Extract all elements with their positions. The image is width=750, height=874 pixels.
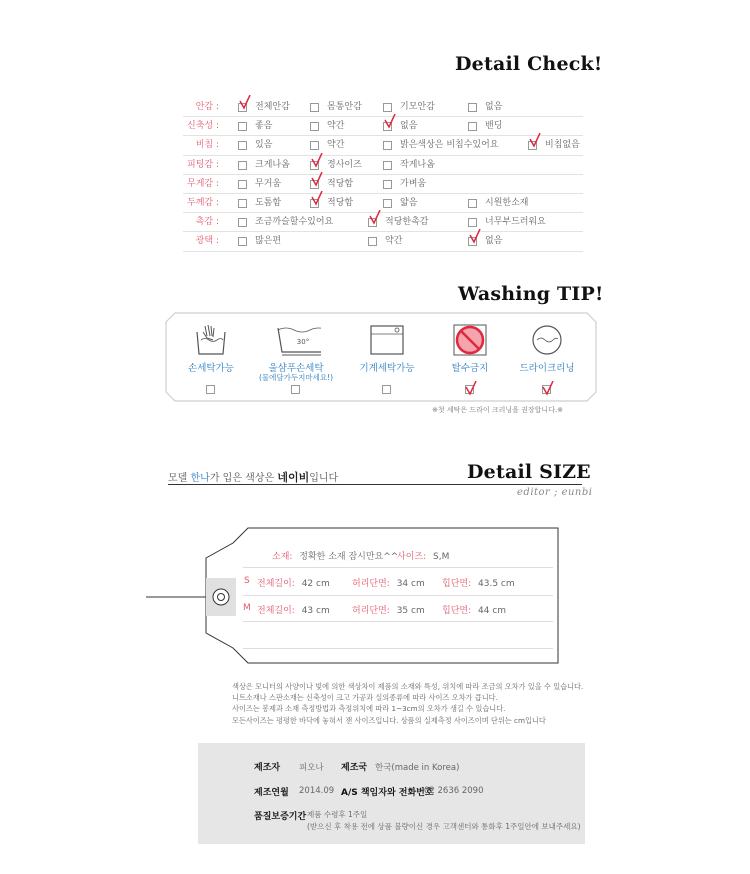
hip <box>442 576 515 589</box>
check-option-label: 너무부드러워요 <box>485 217 546 228</box>
model-info <box>168 469 338 485</box>
wash-checkbox[interactable] <box>206 385 215 394</box>
wash-label: 기계세탁가능 <box>359 363 415 374</box>
size-letter: S <box>244 576 250 586</box>
editor-credit: editor ; eunbi <box>517 487 593 498</box>
maker-label: 제조자 <box>254 763 281 773</box>
checkbox[interactable] <box>238 122 247 131</box>
wash-item-hand <box>171 324 251 398</box>
check-option-label: 도톰함 <box>255 197 282 208</box>
waist <box>352 603 425 616</box>
warranty-label: 품질보증기간 <box>254 812 307 822</box>
material-label: 소재: <box>272 552 293 562</box>
divider <box>168 484 582 485</box>
check-option-label: 밝은색상은 비침수있어요 <box>400 140 499 151</box>
check-mark-icon <box>311 172 323 187</box>
check-option-label: 정사이즈 <box>327 159 362 170</box>
check-row <box>183 117 583 136</box>
waist-value: 35 cm <box>396 606 425 616</box>
check-option-label: 많은편 <box>255 236 282 247</box>
check-option-label: 적당한촉감 <box>385 217 429 228</box>
tag-divider <box>243 595 553 596</box>
wash-item-gentle <box>256 324 336 398</box>
wash-label: 탈수금지 <box>451 363 489 374</box>
check-option-label: 약간 <box>327 140 345 151</box>
total-length <box>257 603 330 616</box>
waist <box>352 576 425 589</box>
check-option-label: 크게나옴 <box>255 159 290 170</box>
as-label: A/S 책임자와 전화번호 <box>341 788 434 798</box>
check-row-label: 두께감 : <box>187 197 219 208</box>
check-option-label: 얇음 <box>400 197 418 208</box>
wash-checkbox[interactable] <box>291 385 300 394</box>
note-line: 색상은 모니터의 사양이나 빛에 의한 색상차이 제품의 소재와 특성, 위치에 따라 조금의 오차가 있을 수 있습니다. <box>232 682 584 691</box>
hip-label: 힙단면: <box>442 606 472 616</box>
check-mark-icon <box>384 114 396 129</box>
size-list-row <box>397 549 449 562</box>
check-mark-icon <box>469 229 481 244</box>
checkbox[interactable] <box>368 237 377 246</box>
size-notes <box>232 681 583 726</box>
model-name: 한나 <box>190 473 210 484</box>
washing-note: ※첫 세탁은 드라이 크리닝을 권장합니다.※ <box>432 406 564 414</box>
country-value: 한국(made in Korea) <box>375 763 460 773</box>
check-row <box>183 136 583 155</box>
check-option-label: 무거움 <box>255 178 282 189</box>
check-row <box>183 213 583 232</box>
wash-label: 울샴푸손세탁 <box>268 363 324 374</box>
hand-wash-icon <box>193 324 229 356</box>
check-option-label: 약간 <box>385 236 403 247</box>
check-row-label: 촉감 : <box>195 217 219 228</box>
check-row <box>183 232 583 251</box>
checkbox[interactable] <box>238 180 247 189</box>
check-mark-icon <box>465 381 477 396</box>
detail-size-title: Detail SIZE <box>467 461 591 483</box>
wash-label: 드라이크리닝 <box>519 363 575 374</box>
wash-sub-label: (물에담가두지마세요!) <box>258 373 334 382</box>
check-row-label: 안감 : <box>195 102 219 112</box>
size-list-label: 사이즈: <box>397 552 427 562</box>
check-mark-icon <box>311 153 323 168</box>
check-row <box>183 98 583 117</box>
checkbox[interactable] <box>383 180 392 189</box>
wash-item-machine <box>347 324 427 398</box>
note-line: 모든사이즈는 평평한 바닥에 놓혀서 잰 사이즈입니다. 상품의 실제측정 사이즈이며 단위는 cm입니다 <box>232 715 546 725</box>
check-row <box>183 156 583 175</box>
checkbox[interactable] <box>383 103 392 112</box>
no-spin-dry-icon <box>452 324 488 356</box>
check-row <box>183 175 583 194</box>
hip-label: 힙단면: <box>442 579 472 589</box>
country-label: 제조국 <box>341 763 368 773</box>
check-option-label: 비침없음 <box>545 140 580 151</box>
check-mark-icon <box>311 191 323 206</box>
check-row-label: 광택 : <box>195 236 219 247</box>
waist-label: 허리단면: <box>352 579 390 589</box>
date-value: 2014.09 <box>299 786 335 796</box>
gentle-wash-30-icon <box>267 324 321 356</box>
checkbox[interactable] <box>383 141 392 150</box>
as-value: 02 2636 2090 <box>424 786 484 796</box>
check-option-label: 전체안감 <box>255 102 290 112</box>
check-mark-icon <box>529 133 541 148</box>
hip-value: 43.5 cm <box>478 579 515 589</box>
checkbox[interactable] <box>310 141 319 150</box>
check-option-label: 약간 <box>327 121 345 132</box>
check-mark-icon <box>369 210 381 225</box>
checkbox[interactable] <box>383 161 392 170</box>
wash-label: 손세탁가능 <box>188 363 234 374</box>
check-option-label: 있음 <box>255 140 273 151</box>
hip <box>442 603 506 616</box>
checkbox[interactable] <box>238 199 247 208</box>
model-mid: 가 입은 색상은 <box>209 473 278 484</box>
check-option-label: 밴딩 <box>485 121 503 132</box>
check-option-label: 좋음 <box>255 121 273 132</box>
total-length-value: 42 cm <box>301 579 330 589</box>
waist-label: 허리단면: <box>352 606 390 616</box>
checkbox[interactable] <box>238 141 247 150</box>
wash-item-dry-clean <box>507 324 587 398</box>
detail-check-table <box>183 98 583 252</box>
tag-divider <box>243 567 553 568</box>
wash-temp-label: 30° <box>296 338 310 346</box>
size-letter: M <box>243 603 251 613</box>
check-mark-icon <box>239 95 251 110</box>
check-option-label: 적당함 <box>327 197 354 208</box>
total-length-label: 전체길이: <box>257 579 295 589</box>
check-row-label: 비침 : <box>195 140 219 151</box>
check-option-label: 없음 <box>400 121 418 132</box>
check-option-label: 시원한소재 <box>485 197 529 208</box>
size-list-value: S,M <box>433 552 450 562</box>
total-length <box>257 576 330 589</box>
check-row-label: 피팅감 : <box>187 159 219 170</box>
check-option-label: 없음 <box>485 102 503 112</box>
note-line: 니트소재나 스판소재는 신축성이 크고 가공과 실의종류에 따라 사이즈 오차가 큽니다. <box>232 693 498 703</box>
total-length-label: 전체길이: <box>257 606 295 616</box>
warranty-line: 제품 수령후 1주일 <box>307 810 368 819</box>
machine-wash-icon <box>369 324 405 356</box>
checkbox[interactable] <box>468 103 477 112</box>
check-option-label: 기모안감 <box>400 102 435 112</box>
checkbox[interactable] <box>310 122 319 131</box>
hip-value: 44 cm <box>478 606 507 616</box>
check-option-label: 조금까슬할수있어요 <box>255 217 334 228</box>
maker-info <box>198 743 585 844</box>
detail-check-title: Detail Check! <box>455 53 603 75</box>
material-value: 정확한 소재 잠시만요^^ <box>299 552 399 562</box>
checkbox[interactable] <box>310 103 319 112</box>
date-label: 제조연월 <box>254 788 289 798</box>
check-row-label: 신축성 : <box>187 121 219 132</box>
check-option-label: 작게나옴 <box>400 159 435 170</box>
tag-divider <box>243 621 553 622</box>
wash-checkbox[interactable] <box>382 385 391 394</box>
check-row <box>183 194 583 213</box>
checkbox[interactable] <box>468 199 477 208</box>
checkbox[interactable] <box>468 122 477 131</box>
model-suffix: 입니다 <box>309 473 339 484</box>
total-length-value: 43 cm <box>301 606 330 616</box>
washing-panel <box>165 310 595 400</box>
tag-divider <box>243 648 553 649</box>
waist-value: 34 cm <box>396 579 425 589</box>
check-option-label: 적당함 <box>327 178 354 189</box>
washing-tip-title: Washing TIP! <box>458 283 604 305</box>
model-prefix: 모델 <box>168 473 191 484</box>
check-option-label: 몸통안감 <box>327 102 362 112</box>
model-color: 네이비 <box>277 471 310 484</box>
check-row-label: 무게감 : <box>187 178 219 189</box>
checkbox[interactable] <box>238 161 247 170</box>
maker-value: 피오나 <box>299 763 324 773</box>
check-option-label: 가벼움 <box>400 178 427 189</box>
warranty-line: (받으신 후 착용 전에 상품 불량이신 경우 고객센터와 통화후 1주일안에 보내주세요) <box>307 822 581 831</box>
checkbox[interactable] <box>238 218 247 227</box>
dry-clean-icon <box>529 324 565 356</box>
check-option-label: 없음 <box>485 236 503 247</box>
checkbox[interactable] <box>238 237 247 246</box>
checkbox[interactable] <box>468 218 477 227</box>
check-mark-icon <box>542 381 554 396</box>
checkbox[interactable] <box>383 199 392 208</box>
material-row <box>272 549 398 562</box>
note-line: 사이즈는 봉제과 소재 측정방법과 측정위치에 따라 1~3cm의 오차가 생길 수 있습니다. <box>232 704 506 714</box>
